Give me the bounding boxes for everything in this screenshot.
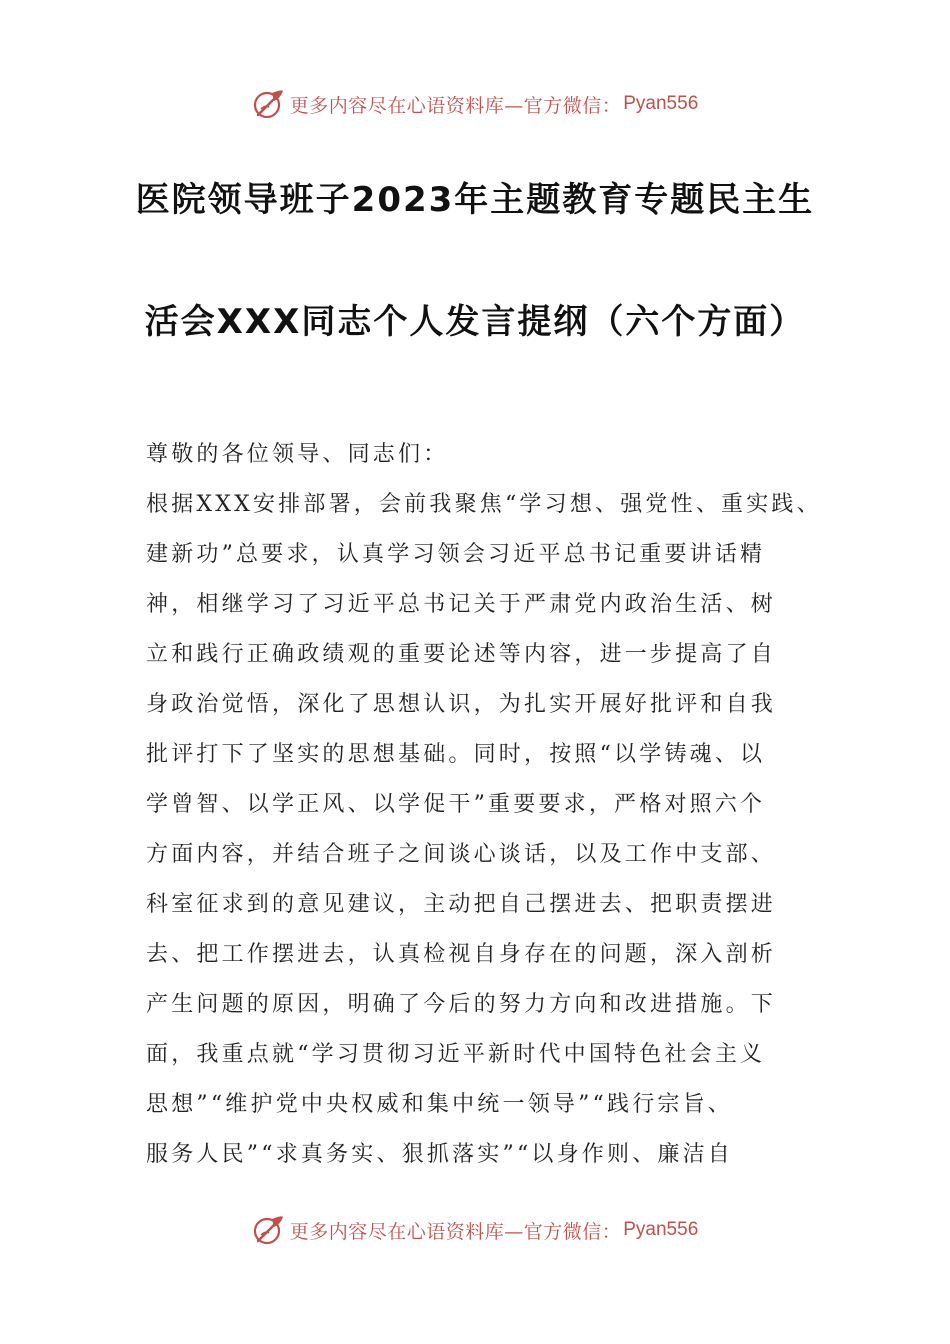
footer-watermark: [0, 1210, 950, 1250]
header-watermark-id: Pyan556: [623, 93, 699, 114]
header-watermark: [0, 84, 950, 124]
greeting: 尊敬的各位领导、同志们：: [146, 442, 449, 467]
body-line: 批评打下了坚实的思想基础。同时，按照“以学铸魂、以: [146, 742, 766, 767]
document-body: [146, 430, 822, 1180]
footer-watermark-text: 更多内容尽在心语资料库—官方微信：: [289, 1220, 622, 1243]
body-line: 服务人民”“求真务实、狠抓落实”“以身作则、廉洁自: [146, 1142, 733, 1167]
body-line: 产生问题的原因，明确了今后的努力方向和改进措施。下: [146, 992, 777, 1017]
body-line: 科室征求到的意见建议，主动把自己摆进去、把职责摆进: [146, 892, 777, 917]
document-title-line-2: 活会XXX同志个人发言提纲（六个方面）: [144, 302, 806, 342]
quill-pen-logo-icon: [252, 1213, 286, 1247]
body-line: 思想”“维护党中央权威和集中统一领导”“践行宗旨、: [146, 1092, 733, 1117]
body-line: 面，我重点就“学习贯彻习近平新时代中国特色社会主义: [146, 1042, 766, 1067]
body-line: 神，相继学习了习近平总书记关于严肃党内政治生活、树: [146, 592, 777, 617]
document-title-line-1: 医院领导班子2023年主题教育专题民主生: [135, 180, 815, 220]
body-line: 建新功”总要求，认真学习领会习近平总书记重要讲话精: [146, 542, 766, 567]
body-line: 根据XXX安排部署，会前我聚焦“学习想、强党性、重实践、: [146, 492, 822, 517]
body-line: 去、把工作摆进去，认真检视自身存在的问题，深入剖析: [146, 942, 777, 967]
footer-watermark-id: Pyan556: [623, 1219, 699, 1240]
body-line: 身政治觉悟，深化了思想认识，为扎实开展好批评和自我: [146, 692, 777, 717]
body-line: 方面内容，并结合班子之间谈心谈话，以及工作中支部、: [146, 842, 777, 867]
body-line: 立和践行正确政绩观的重要论述等内容，进一步提高了自: [146, 642, 777, 667]
header-watermark-text: 更多内容尽在心语资料库—官方微信：: [289, 94, 622, 117]
body-line: 学曾智、以学正风、以学促干”重要要求，严格对照六个: [146, 792, 766, 817]
quill-pen-logo-icon: [252, 87, 286, 121]
